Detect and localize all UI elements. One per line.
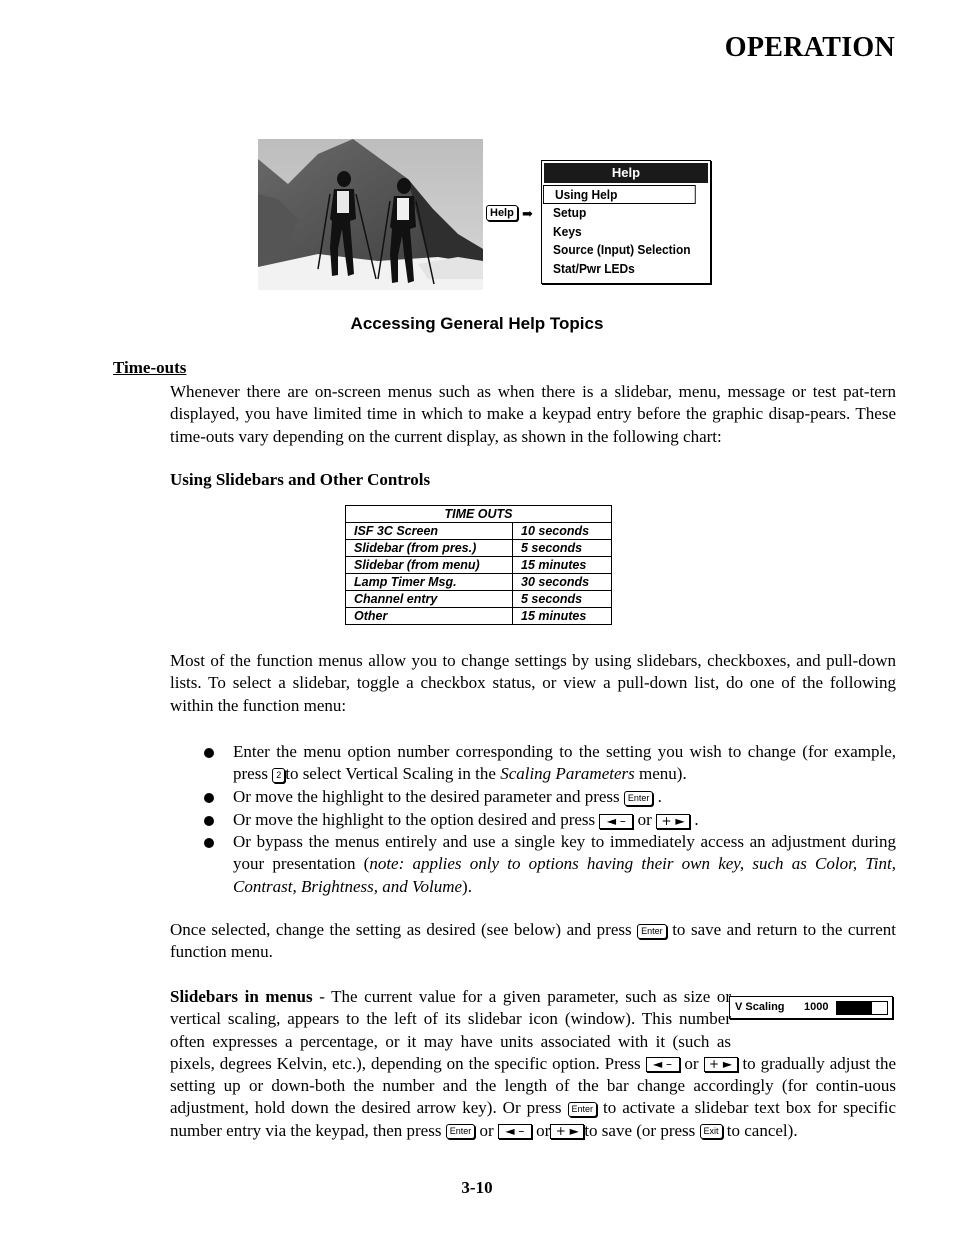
table-cell: Other (346, 608, 513, 625)
right-arrow-key-icon: + ► (550, 1124, 584, 1139)
help-menu (541, 160, 711, 284)
bullet-note: note: applies only to options having their own key, such as Color, Tint, Contrast, Brightness, and Volume (233, 854, 896, 896)
paragraph-text: or (684, 1053, 699, 1073)
bullet-icon (204, 793, 214, 803)
key-2-icon: 2 (272, 768, 285, 783)
table-cell: 5 seconds (513, 591, 612, 608)
bullet-item (233, 741, 896, 786)
table-cell: 15 minutes (513, 608, 612, 625)
bullet-text: Or bypass the menus entirely and use a single key to immediately access an adjustment during your presentation ( (233, 832, 896, 874)
table-cell: 10 seconds (513, 523, 612, 540)
table-cell: 5 seconds (513, 540, 612, 557)
bullet-text: menu). (639, 764, 687, 784)
table-row (346, 540, 612, 557)
help-menu-item: Source (Input) Selection (553, 242, 691, 257)
bullet-item (233, 831, 896, 898)
paragraph-text: to save (or press (584, 1120, 696, 1140)
bullet-text: Or move the highlight to the desired parameter and press (233, 787, 620, 806)
bullet-item (233, 809, 896, 831)
timeouts-paragraph: Whenever there are on-screen menus such as when there is a slidebar, menu, message or test pat-tern displayed, you have limited time in which to make a keypad entry before the graphic disap-pears. These time-outs vary depending on the current display, as shown in the following chart: (170, 382, 896, 446)
table-row (346, 608, 612, 625)
arrow-right-icon: ➡ (522, 206, 533, 221)
bullet-text: Enter the menu option number corresponding to the setting you wish to change (for example, press (233, 742, 896, 784)
left-arrow-key-icon: ◄ – (498, 1124, 532, 1139)
bullet-icon (204, 816, 214, 826)
paragraph-text: or (536, 1120, 551, 1140)
help-menu-item: Keys (553, 223, 582, 239)
table-row (346, 523, 612, 540)
table-row (346, 557, 612, 574)
table-cell: Slidebar (from pres.) (346, 540, 513, 557)
table-cell: 30 seconds (513, 574, 612, 591)
paragraph-text: to cancel). (726, 1120, 798, 1140)
slidebar-value: 1000 (804, 1001, 829, 1013)
enter-key-icon: Enter (446, 1124, 476, 1139)
table-cell: Slidebar (from menu) (346, 557, 513, 574)
skiers-photo (258, 139, 483, 290)
exit-key-icon: Exit (700, 1124, 723, 1139)
bullet-icon (204, 838, 214, 848)
help-menu-title: Help (544, 163, 708, 183)
paragraph-text: - The current value for a given parameter, such as size or vertical scaling, appears to the left of its slidebar icon (window). This number often expresses a percentage, or it may have units associated with it (such as pixels, degrees Kelvin, etc.), depending on the specific option. Press (170, 987, 731, 1073)
table-cell: Lamp Timer Msg. (346, 574, 513, 591)
left-arrow-key-icon: ◄ – (599, 814, 633, 829)
paragraph-bold: Slidebars in menus (170, 987, 313, 1006)
left-arrow-key-icon: ◄ – (646, 1057, 680, 1072)
v-scaling-slidebar (729, 996, 893, 1019)
right-arrow-key-icon: + ► (656, 814, 690, 829)
slidebar-label: V Scaling (735, 1001, 785, 1013)
bullet-text: Or move the highlight to the option desired and press (233, 810, 596, 829)
table-cell: ISF 3C Screen (346, 523, 513, 540)
slidebars-subheading: Using Slidebars and Other Controls (170, 470, 431, 489)
timeouts-heading: Time-outs (113, 358, 187, 377)
paragraph-text: Once selected, change the setting as desired (see below) and press (170, 920, 632, 939)
slidebar-fill (837, 1002, 872, 1014)
figure-caption: Accessing General Help Topics (350, 314, 604, 333)
bullet-text: or (637, 810, 652, 829)
table-cell: 15 minutes (513, 557, 612, 574)
bullet-text: ). (462, 876, 472, 896)
enter-key-icon: Enter (624, 791, 654, 806)
paragraph-text: to activate a slidebar text box for specific number entry via the keypad, then press (170, 1098, 897, 1140)
bullet-text: . (657, 787, 662, 806)
table-row (346, 574, 612, 591)
skiers-photo-graphic (258, 139, 483, 290)
right-arrow-key-icon: + ► (704, 1057, 738, 1072)
table-row (346, 591, 612, 608)
enter-key-icon: Enter (637, 924, 667, 939)
table-title: TIME OUTS (346, 506, 612, 523)
table-cell: Channel entry (346, 591, 513, 608)
help-menu-item: Using Help (543, 185, 696, 204)
bullet-text: to select Vertical Scaling in the (285, 764, 496, 784)
menus-paragraph: Most of the function menus allow you to change settings by using slidebars, checkboxes, and pull-down lists. To select a slidebar, toggle a checkbox status, or view a pull-down list, do one of the following within the function menu: (170, 651, 896, 715)
help-key: Help (486, 205, 518, 221)
enter-key-icon: Enter (568, 1102, 598, 1117)
paragraph-text: to save and return to the current function menu. (170, 920, 897, 962)
bullet-item (233, 786, 896, 808)
paragraph-text: to gradually adjust the setting up or down-both the number and the length of the bar change accordingly (for contin-uous adjustment, hold down the desired arrow key). Or press (170, 1053, 896, 1118)
timeouts-table (345, 505, 612, 625)
bullet-icon (204, 748, 214, 758)
slidebar-track (836, 1001, 888, 1015)
once-selected-paragraph (170, 919, 896, 964)
page-number: 3-10 (461, 1178, 493, 1197)
section-title: OPERATION (724, 32, 895, 63)
bullet-text-italic: Scaling Parameters (500, 764, 635, 784)
bullet-text: . (694, 810, 699, 829)
paragraph-text: or (479, 1120, 494, 1140)
help-menu-item: Setup (553, 205, 587, 220)
help-menu-item: Stat/Pwr LEDs (553, 260, 635, 276)
